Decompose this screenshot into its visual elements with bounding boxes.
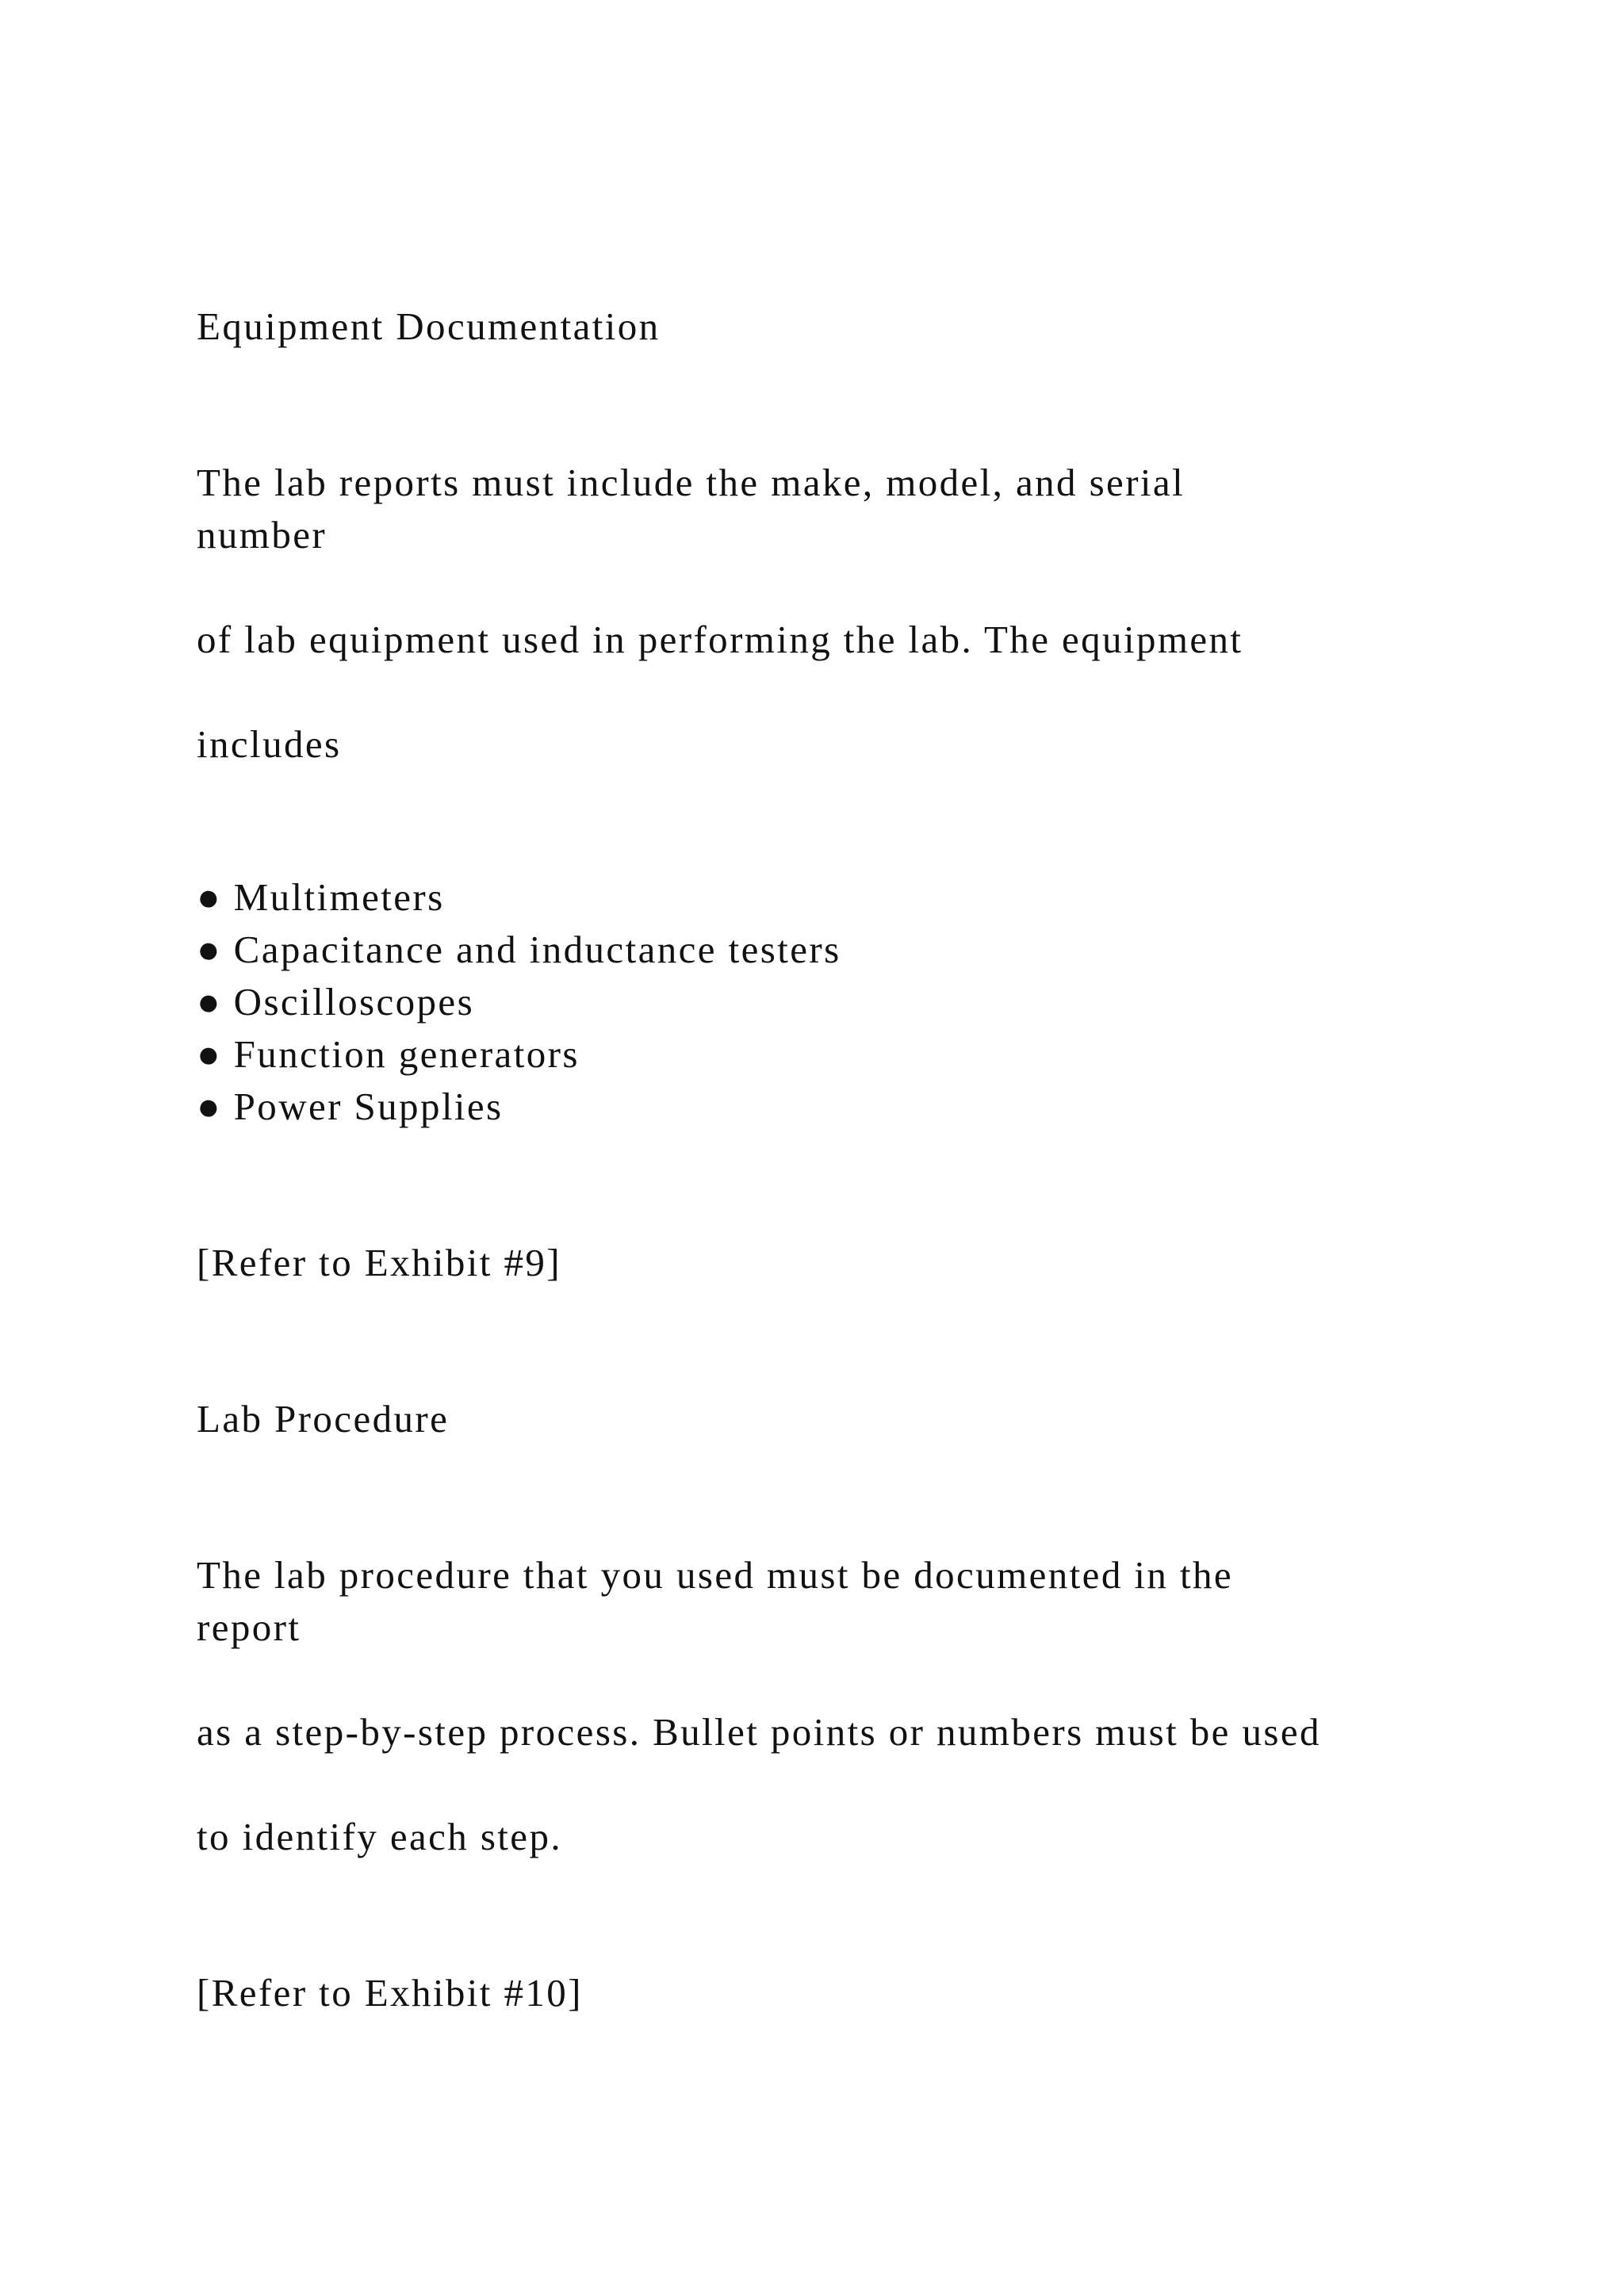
- paragraph-line: as a step-by-step process. Bullet points or numbers must be used: [197, 1710, 1321, 1754]
- paragraph-line: of lab equipment used in performing the lab. The equipment: [197, 618, 1243, 661]
- list-item-label: Power Supplies: [233, 1085, 504, 1128]
- section-heading-equipment-documentation: Equipment Documentation: [197, 304, 661, 348]
- list-item: [197, 976, 841, 1028]
- paragraph-line: The lab reports must include the make, model, and serial: [197, 461, 1185, 504]
- list-item: [197, 1081, 841, 1133]
- paragraph-line: The lab procedure that you used must be documented in the: [197, 1553, 1234, 1597]
- paragraph-line: number: [197, 513, 327, 557]
- exhibit-reference: [Refer to Exhibit #10]: [197, 1971, 583, 2015]
- bullet-icon: ●: [197, 980, 222, 1024]
- list-item-label: Capacitance and inductance testers: [233, 928, 841, 971]
- paragraph-line: includes: [197, 722, 342, 766]
- exhibit-reference: [Refer to Exhibit #9]: [197, 1241, 561, 1284]
- list-item: [197, 1028, 841, 1081]
- bullet-icon: ●: [197, 875, 222, 919]
- list-item: [197, 924, 841, 976]
- equipment-bullet-list: [197, 871, 841, 1133]
- paragraph-line: to identify each step.: [197, 1815, 562, 1858]
- list-item-label: Oscilloscopes: [233, 980, 475, 1024]
- list-item: [197, 871, 841, 924]
- bullet-icon: ●: [197, 1032, 222, 1076]
- bullet-icon: ●: [197, 928, 222, 971]
- section-heading-lab-procedure: Lab Procedure: [197, 1397, 450, 1441]
- paragraph-line: report: [197, 1605, 301, 1649]
- list-item-label: Function generators: [233, 1032, 580, 1076]
- bullet-icon: ●: [197, 1085, 222, 1128]
- list-item-label: Multimeters: [233, 875, 445, 919]
